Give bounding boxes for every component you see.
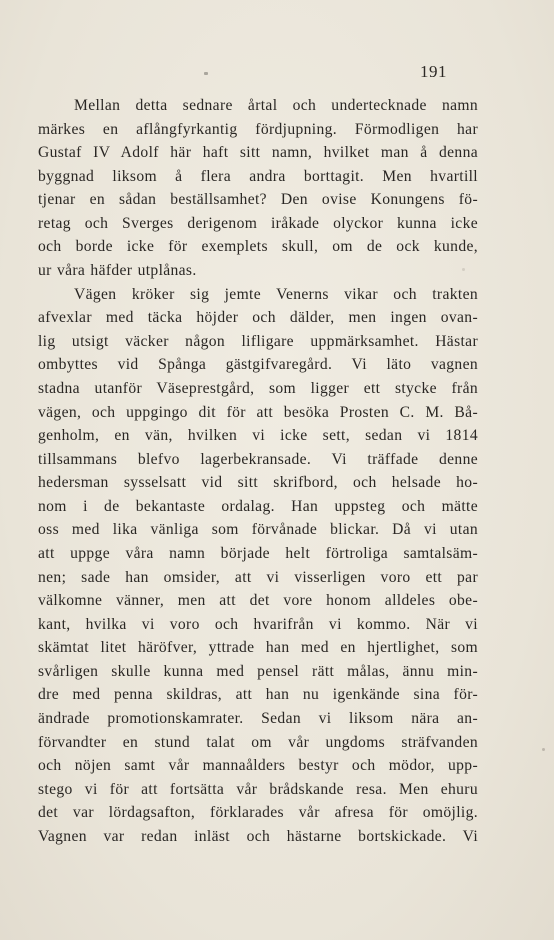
text-line: vägen, och uppgingo dit för att besöka Prosten C. M. Bå-	[38, 403, 478, 421]
text-line: tillsammans blefvo lagerbekransade. Vi träffade denne	[38, 450, 478, 468]
page-number: 191	[420, 62, 447, 81]
text-line: ur våra häfder utplånas.	[38, 262, 197, 280]
text-line: afvexlar med täcka höjder och dälder, men ingen ovan-	[38, 309, 478, 327]
text-line: stadna utanför Väseprestgård, som ligger ett stycke från	[38, 379, 478, 397]
text-line: retag och Sverges derigenom iråkade olyckor kunna icke	[38, 214, 478, 232]
paper-speck	[462, 268, 465, 271]
text-line: ombyttes vid Spånga gästgifvaregård. Vi läto vagnen	[38, 356, 478, 374]
ink-mark	[204, 72, 208, 75]
text-line: Vägen kröker sig jemte Venerns vikar och trakten	[74, 285, 478, 303]
text-line: att uppge våra namn började helt förtroliga samtalsäm-	[38, 544, 478, 562]
text-line: Mellan detta sednare årtal och undertecknade namn	[74, 97, 478, 114]
text-line: oss med lika vänliga som förvånade blickar. Då vi utan	[38, 521, 478, 539]
text-line: välkomne vänner, men att det vore honom alldeles obe-	[38, 592, 478, 610]
text-line: nen; sade han omsider, att vi visserligen voro ett par	[38, 568, 478, 586]
text-line: skämtat litet häröfver, yttrade han med en hjertlighet, som	[38, 639, 478, 657]
text-line: det var lördagsafton, förklarades vår afresa för omöjlig.	[38, 804, 478, 822]
text-line: Vagnen var redan inläst och hästarne bortskickade. Vi	[38, 827, 478, 845]
text-line: Gustaf IV Adolf här haft sitt namn, hvilket man å denna	[38, 144, 478, 162]
text-line: dre med penna skildras, att han nu igenkände sina för-	[38, 686, 478, 704]
text-line: nom i de bekantaste ordalag. Han uppsteg och mätte	[38, 497, 478, 515]
body-text	[38, 94, 478, 849]
paper-speck	[542, 748, 545, 751]
text-line: kant, hvilka vi voro och hvarifrån vi kommo. När vi	[38, 615, 478, 633]
text-line: märkes en aflångfyrkantig fördjupning. Förmodligen har	[38, 120, 478, 138]
text-line: tjenar en sådan beställsamhet? Den ovise Konungens fö-	[38, 191, 478, 209]
text-line: byggnad liksom å flera andra borttagit. Men hvartill	[38, 167, 478, 185]
text-line: genholm, en vän, hvilken vi icke sett, sedan vi 1814	[38, 427, 478, 445]
text-line: stego vi för att fortsätta vår brådskande resa. Men ehuru	[38, 780, 478, 798]
text-line: ändrade promotionskamrater. Sedan vi liksom nära an-	[38, 710, 478, 728]
text-line: lig utsigt väcker någon lifligare uppmärksamhet. Hästar	[38, 332, 478, 350]
text-line: svårligen skulle kunna med pensel rätt målas, ännu min-	[38, 662, 478, 680]
text-line: förvandter en stund talat om vår ungdoms sträfvanden	[38, 733, 478, 751]
text-line: och nöjen samt vår mannaålders bestyr och mödor, upp-	[38, 757, 478, 775]
text-line: och borde icke för exemplets skull, om de ock kunde,	[38, 238, 478, 256]
text-line: hedersman sysselsatt vid sitt skrifbord, och helsade ho-	[38, 474, 478, 492]
